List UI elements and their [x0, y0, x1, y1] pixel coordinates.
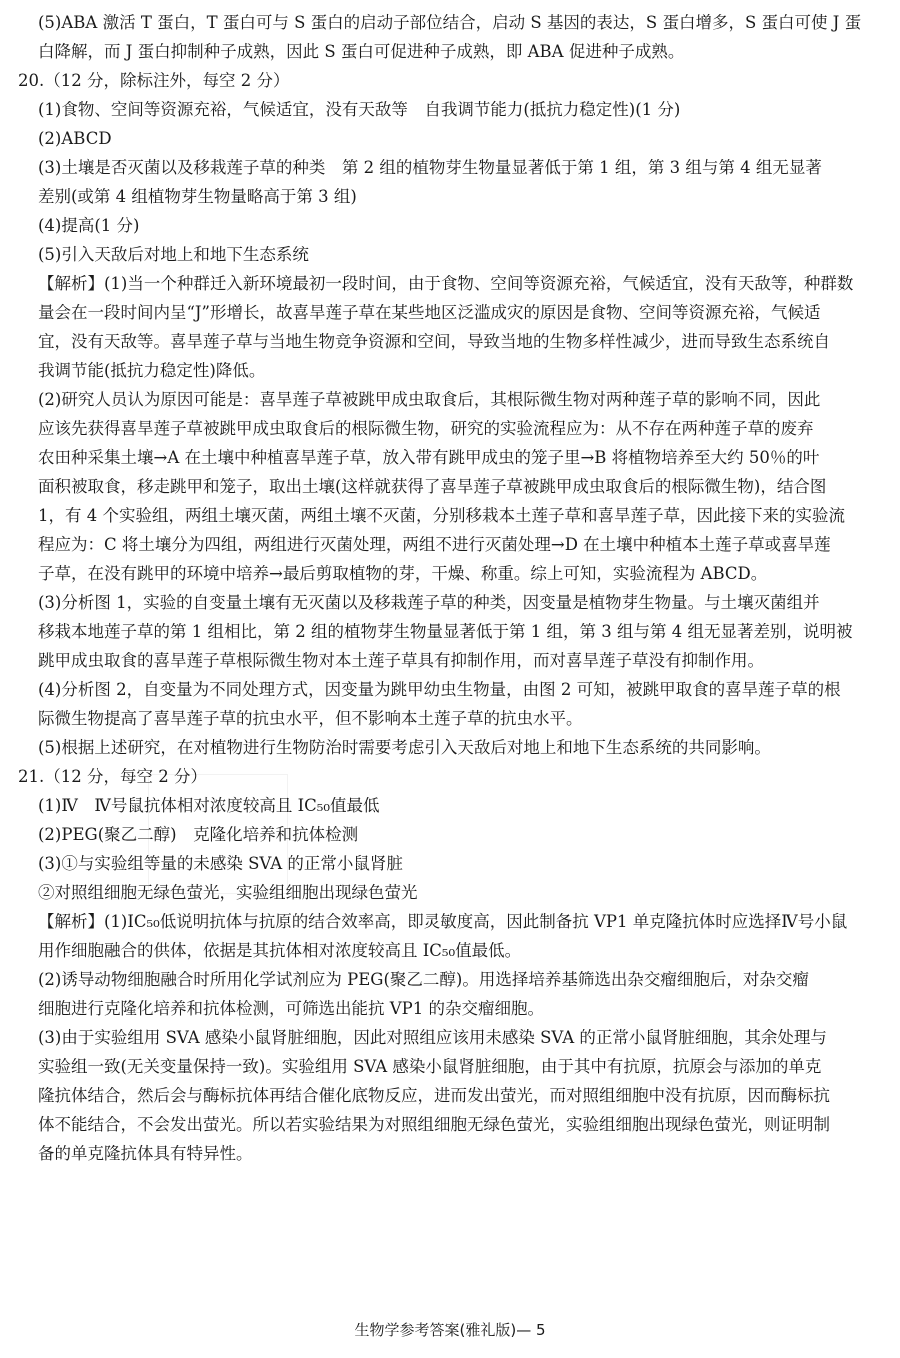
text-line: 1，有 4 个实验组，两组土壤灭菌，两组土壤不灭菌，分别移栽本土莲子草和喜旱莲子草，因此接下来的实验流: [38, 506, 845, 525]
text-line: 程应为：C 将土壤分为四组，两组进行灭菌处理，两组不进行灭菌处理→D 在土壤中种植本土莲子草或喜旱莲: [38, 535, 831, 554]
text-line: 量会在一段时间内呈“J”形增长，故喜旱莲子草在某些地区泛滥成灾的原因是食物、空间等资源充裕，气候适: [38, 303, 821, 322]
text-line: 备的单克隆抗体具有特异性。: [38, 1144, 253, 1163]
text-line: (3)土壤是否灭菌以及移栽莲子草的种类 第 2 组的植物芽生物量显著低于第 1 组，第 3 组与第 4 组无显著: [38, 158, 822, 177]
question-heading: 20.（12 分，除标注外，每空 2 分）: [18, 71, 290, 90]
text-line: 差别(或第 4 组植物芽生物量略高于第 3 组): [38, 187, 357, 206]
text-line: (4)分析图 2，自变量为不同处理方式，因变量为跳甲幼虫生物量，由图 2 可知，被跳甲取食的喜旱莲子草的根: [38, 680, 841, 699]
text-line: (3)分析图 1，实验的自变量土壤有无灭菌以及移栽莲子草的种类，因变量是植物芽生物量。与土壤灭菌组并: [38, 593, 820, 612]
text-line: 子草，在没有跳甲的环境中培养→最后剪取植物的芽，干燥、称重。综上可知，实验流程为 ABCD。: [38, 564, 768, 583]
analysis-line: 【解析】(1)IC₅₀低说明抗体与抗原的结合效率高，即灵敏度高，因此制备抗 VP1 单克隆抗体时应选择Ⅳ号小鼠: [38, 912, 848, 931]
text-line: 农田种采集土壤→A 在土壤中种植喜旱莲子草，放入带有跳甲成虫的笼子里→B 将植物培养至大约 50％的叶: [38, 448, 820, 467]
text-line: 面积被取食，移走跳甲和笼子，取出土壤(这样就获得了喜旱莲子草被跳甲成虫取食后的根际微生物)，结合图: [38, 477, 827, 496]
text-line: 应该先获得喜旱莲子草被跳甲成虫取食后的根际微生物，研究的实验流程应为：从不存在两种莲子草的废弃: [38, 419, 814, 438]
text-line: (5)引入天敌后对地上和地下生态系统: [38, 245, 309, 264]
text-line: 跳甲成虫取食的喜旱莲子草根际微生物对本土莲子草具有抑制作用，而对喜旱莲子草没有抑制作用。: [38, 651, 764, 670]
text-line: (4)提高(1 分): [38, 216, 140, 235]
text-line: 体不能结合，不会发出萤光。所以若实验结果为对照组细胞无绿色萤光，实验组细胞出现绿色萤光，则证明制: [38, 1115, 830, 1134]
text-line: 我调节能(抵抗力稳定性)降低。: [38, 361, 266, 380]
text-line: (5)ABA 激活 T 蛋白，T 蛋白可与 S 蛋白的启动子部位结合，启动 S 基因的表达，S 蛋白增多，S 蛋白可使 J 蛋: [38, 13, 862, 32]
text-line: 隆抗体结合，然后会与酶标抗体再结合催化底物反应，进而发出萤光，而对照组细胞中没有抗原，因而酶标抗: [38, 1086, 830, 1105]
text-line: ②对照组细胞无绿色萤光，实验组细胞出现绿色萤光: [38, 883, 418, 902]
question-heading: 21.（12 分，每空 2 分）: [18, 767, 207, 786]
text-line: (2)PEG(聚乙二醇) 克隆化培养和抗体检测: [38, 825, 359, 844]
text-line: 际微生物提高了喜旱莲子草的抗虫水平，但不影响本土莲子草的抗虫水平。: [38, 709, 583, 728]
text-line: (1)食物、空间等资源充裕，气候适宜，没有天敌等 自我调节能力(抵抗力稳定性)(1 分): [38, 100, 681, 119]
text-line: (2)诱导动物细胞融合时所用化学试剂应为 PEG(聚乙二醇)。用选择培养基筛选出杂交瘤细胞后，对杂交瘤: [38, 970, 809, 989]
text-line: 白降解，而 J 蛋白抑制种子成熟，因此 S 蛋白可促进种子成熟，即 ABA 促进种子成熟。: [38, 42, 685, 61]
text-line: 宜，没有天敌等。喜旱莲子草与当地生物竞争资源和空间，导致当地的生物多样性减少，进而导致生态系统自: [38, 332, 830, 351]
text-line: (1)Ⅳ Ⅳ号鼠抗体相对浓度较高且 IC₅₀值最低: [38, 796, 380, 815]
text-line: 用作细胞融合的供体，依据是其抗体相对浓度较高且 IC₅₀值最低。: [38, 941, 522, 960]
text-line: 移栽本地莲子草的第 1 组相比，第 2 组的植物芽生物量显著低于第 1 组，第 3 组与第 4 组无显著差别，说明被: [38, 622, 853, 641]
text-line: 实验组一致(无关变量保持一致)。实验组用 SVA 感染小鼠肾脏细胞，由于其中有抗原，抗原会与添加的单克: [38, 1057, 822, 1076]
analysis-line: 【解析】(1)当一个种群迁入新环境最初一段时间，由于食物、空间等资源充裕，气候适宜，没有天敌等，种群数: [38, 274, 854, 293]
text-line: (3)由于实验组用 SVA 感染小鼠肾脏细胞，因此对照组应该用未感染 SVA 的正常小鼠肾脏细胞，其余处理与: [38, 1028, 827, 1047]
text-line: (5)根据上述研究，在对植物进行生物防治时需要考虑引入天敌后对地上和地下生态系统的共同影响。: [38, 738, 771, 757]
text-line: (2)研究人员认为原因可能是：喜旱莲子草被跳甲成虫取食后，其根际微生物对两种莲子草的影响不同，因此: [38, 390, 821, 409]
text-line: (2)ABCD: [38, 129, 112, 148]
page-footer: 生物学参考答案(雅礼版)— 5: [354, 1321, 546, 1339]
text-line: (3)①与实验组等量的未感染 SVA 的正常小鼠肾脏: [38, 854, 403, 873]
text-line: 细胞进行克隆化培养和抗体检测，可筛选出能抗 VP1 的杂交瘤细胞。: [38, 999, 545, 1018]
